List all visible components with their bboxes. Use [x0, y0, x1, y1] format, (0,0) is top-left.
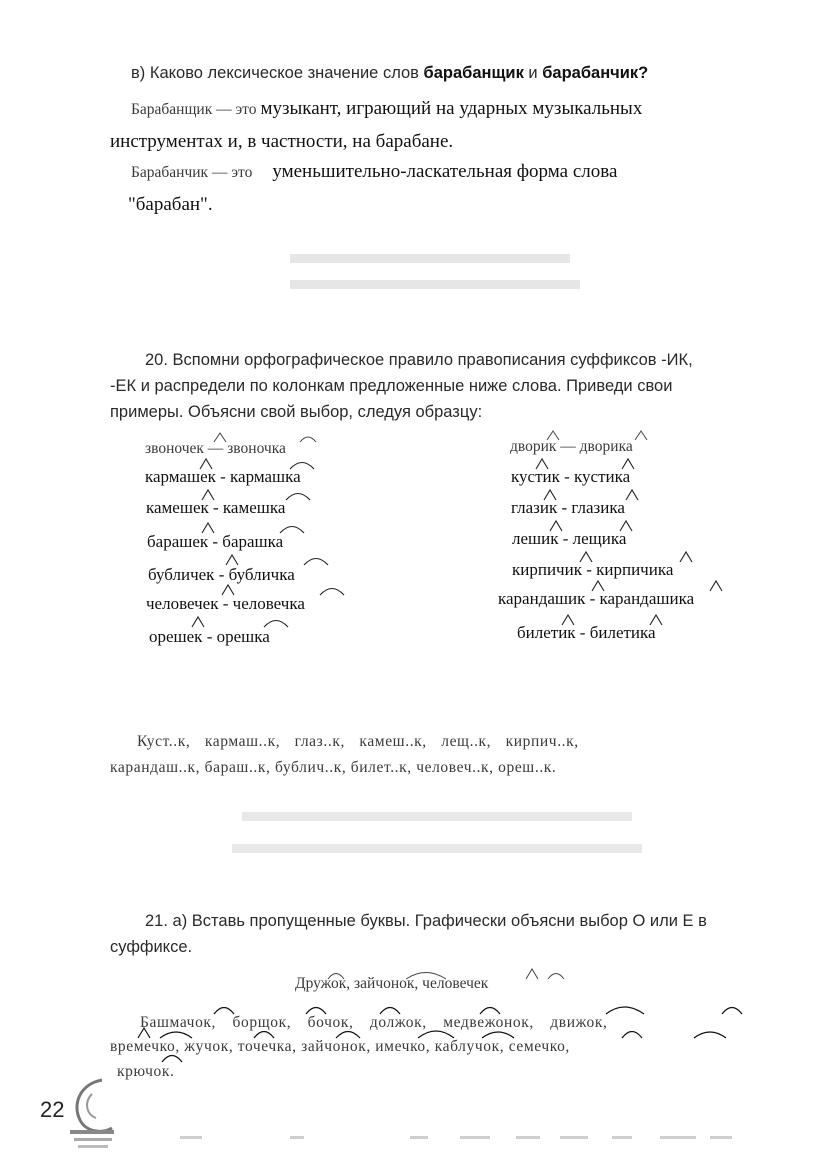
suffix-marks-columns: [140, 455, 818, 645]
answer1-prefix: Барабанщик — это: [131, 101, 257, 118]
question-c-conj: и: [523, 64, 543, 82]
answer1-text: музыкант, играющий на ударных музыкальных: [260, 98, 643, 119]
left-item-3: барашек - барашка: [147, 532, 284, 551]
question-c: [131, 64, 648, 83]
left-item-1: кармашек - кармашка: [145, 467, 301, 486]
answer2-line1: [131, 161, 617, 183]
sample-left: звоночек — звоночка: [145, 440, 286, 457]
task21-line2: суффиксе.: [110, 938, 193, 956]
sample-right: дворик — дворика: [510, 438, 633, 455]
task20-exercise-line1: Куст..к, кармаш..к, глаз..к, камеш..к, лещ..к, кирпич..к,: [137, 733, 579, 750]
answer2-line2: "барабан".: [128, 194, 213, 215]
sample-right-suffix-marks: [505, 428, 705, 442]
question-c-word1: барабанщик: [423, 64, 524, 82]
answer1-line2: инструментах и, в частности, на барабане.: [110, 131, 454, 152]
left-item-6: орешек - орешка: [149, 627, 270, 646]
answer1-line1: [131, 98, 642, 120]
task21-exercise-line3: крючок.: [117, 1063, 175, 1080]
bleed-through-top-graphic: [290, 250, 580, 300]
bleed-through-middle: [232, 808, 642, 860]
task20-line3: примеры. Объясни свой выбор, следуя образцу:: [110, 403, 483, 421]
task20-exercise-line2: карандаш..к, бараш..к, бублич..к, билет..к, человеч..к, ореш..к.: [110, 759, 557, 776]
sample-left-suffix-marks: [140, 430, 360, 444]
task21-exercise-line2: времечко, жучок, точечка, зайчонок, имечко, каблучок, семечко,: [110, 1038, 570, 1055]
bleed-through-top: [290, 250, 580, 300]
scan-noise: [120, 1130, 760, 1150]
task21-exercise-line1: Башмачок, борщок, бочок, должок, медвежонок, движок,: [140, 1014, 608, 1031]
task20-line2: -ЕК и распредели по колонкам предложенные ниже слова. Приведи свои: [110, 377, 673, 395]
left-item-2: камешек - камешка: [146, 498, 286, 517]
bleed-through-middle-graphic: [232, 808, 642, 860]
right-item-3: лешик - лещика: [512, 529, 627, 548]
task21-sample-suffix-marks: [290, 966, 580, 982]
question-c-prefix: в) Каково лексическое значение слов: [131, 64, 424, 82]
task21-handwritten-marks: [110, 1000, 760, 1080]
page-number: 22: [40, 1097, 65, 1122]
question-c-word2: барабанчик?: [542, 64, 649, 82]
left-item-4: бубличек - бубличка: [148, 565, 295, 584]
right-item-4: кирпичик - кирпичика: [512, 560, 674, 579]
right-item-2: глазик - глазика: [511, 498, 625, 517]
publisher-logo-icon: [62, 1074, 122, 1154]
right-item-5: карандашик - карандашика: [498, 589, 695, 608]
task21-sample: Дружок, зайчонок, человечек: [295, 975, 489, 992]
task21-line1: 21. а) Вставь пропущенные буквы. Графически объясни выбор О или Е в: [145, 912, 707, 930]
answer2-text: уменьшительно-ласкательная форма слова: [272, 161, 618, 182]
task20-line1: 20. Вспомни орфографическое правило правописания суффиксов -ИК,: [145, 351, 693, 369]
right-item-1: кустик - кустика: [511, 467, 631, 486]
answer2-prefix: Барабанчик — это: [131, 164, 253, 181]
right-item-6: билетик - билетика: [517, 623, 656, 642]
left-item-5: человечек - человечка: [146, 594, 305, 613]
